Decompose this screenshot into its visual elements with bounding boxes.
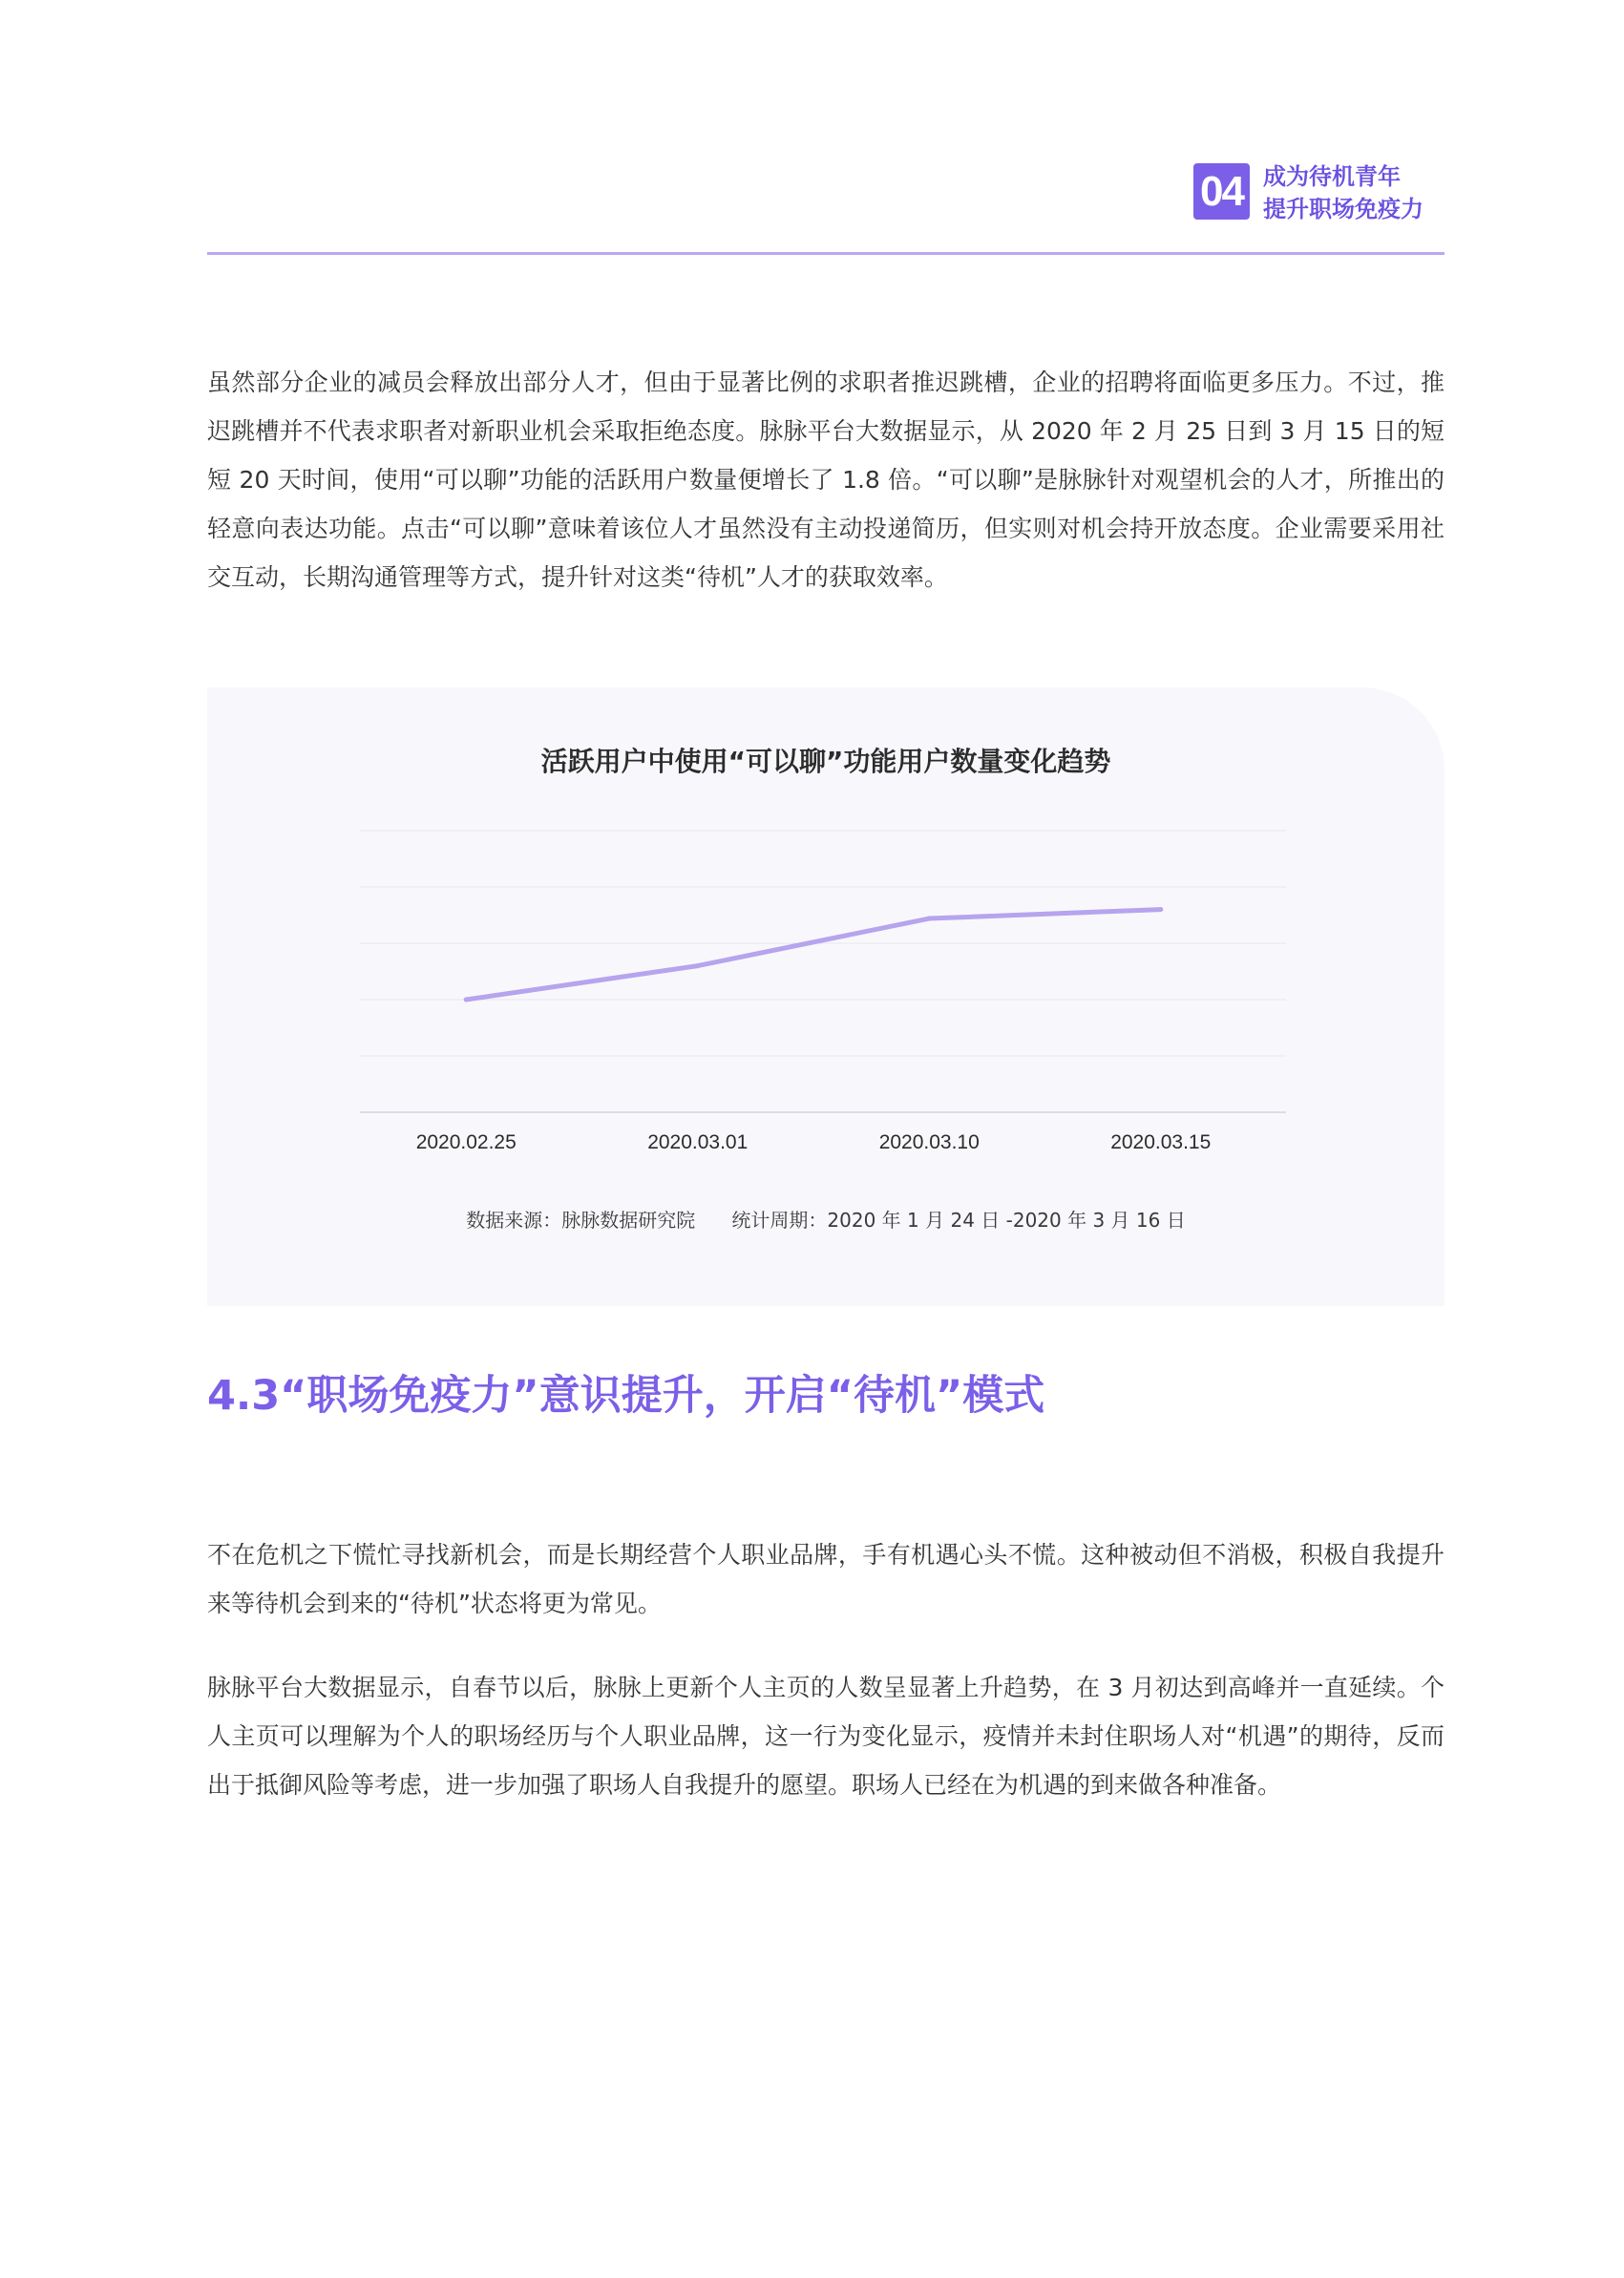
chart-x-tick-labels: [416, 1131, 1212, 1153]
data-point: [695, 963, 700, 968]
chapter-title: [1263, 160, 1454, 225]
chart-footnote: [207, 1205, 1445, 1233]
x-tick-label: 2020.02.25: [415, 1131, 517, 1153]
chapter-title-line1: 成为待机青年: [1263, 163, 1401, 190]
chart-card: [207, 687, 1445, 1306]
x-tick-label: 2020.03.01: [647, 1131, 749, 1153]
chapter-title-line2: 提升职场免疫力: [1263, 196, 1424, 222]
chart-period: 统计周期：2020 年 1 月 24 日 -2020 年 3 月 16 日: [731, 1209, 1186, 1232]
chart-source: 数据来源：脉脉数据研究院: [466, 1209, 696, 1232]
series-line: [466, 910, 1161, 1000]
paragraph-intro: 虽然部分企业的减员会释放出部分人才，但由于显著比例的求职者推迟跳槽，企业的招聘将面临更多压力。不过，推迟跳槽并不代表求职者对新职业机会采取拒绝态度。脉脉平台大数据显示，从 2020 年 2 月 25 日到 3 月 15 日的短短 20 天时间，使用“可以聊”功能的活跃用户数量便增长了 1.8 倍。“可以聊”是脉脉针对观望机会的人才，所推出的轻意向表达功能。点击“可以聊”意味着该位人才虽然没有主动投递简历，但实则对机会持开放态度。企业需要采用社交互动，长期沟通管理等方式，提升针对这类“待机”人才的获取效率。: [207, 369, 1445, 591]
data-point: [464, 998, 469, 1002]
paragraph-body-2: 脉脉平台大数据显示，自春节以后，脉脉上更新个人主页的人数呈显著上升趋势，在 3 月初达到高峰并一直延续。个人主页可以理解为个人的职场经历与个人职业品牌，这一行为变化显示，疫情并未封住职场人对“机遇”的期待，反而出于抵御风险等考虑，进一步加强了职场人自我提升的愿望。职场人已经在为机遇的到来做各种准备。: [207, 1674, 1445, 1799]
x-tick-label: 2020.03.10: [878, 1131, 980, 1153]
chart-series: [464, 907, 1164, 1002]
x-tick-label: 2020.03.15: [1110, 1131, 1212, 1153]
paragraph-body-1: 不在危机之下慌忙寻找新机会，而是长期经营个人职业品牌，手有机遇心头不慌。这种被动但不消极，积极自我提升来等待机会到来的“待机”状态将更为常见。: [207, 1541, 1445, 1617]
header-divider: [207, 252, 1445, 255]
section-heading: 4.3“职场免疫力”意识提升，开启“待机”模式: [207, 1372, 1045, 1420]
data-point: [1158, 907, 1163, 912]
chapter-badge: 04: [1193, 163, 1250, 220]
chart-title: 活跃用户中使用“可以聊”功能用户数量变化趋势: [540, 746, 1111, 777]
chart-gridlines: [360, 831, 1286, 1056]
data-point: [927, 917, 932, 921]
